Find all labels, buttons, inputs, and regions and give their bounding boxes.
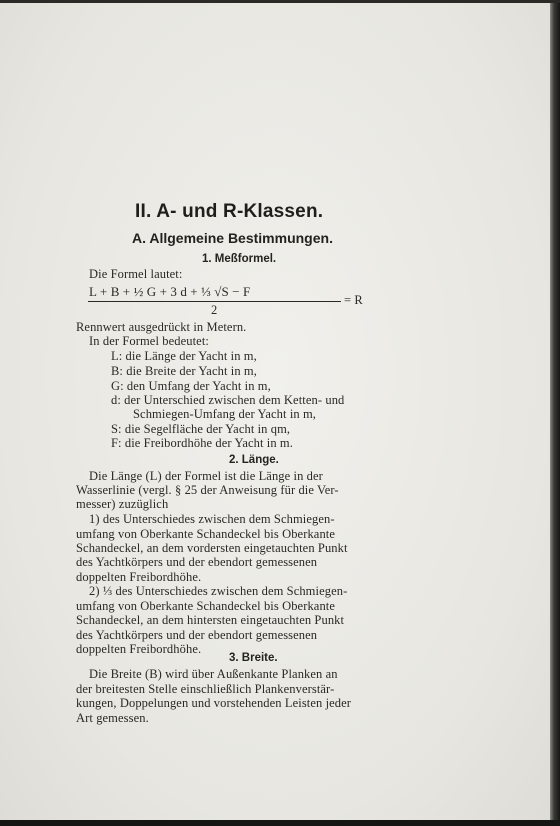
subsection-title-messformel: 1. Meßformel.: [202, 253, 277, 265]
paragraph-line: Die Breite (B) wird über Außenkante Planken an: [89, 667, 338, 681]
subsection-title-breite: 3. Breite.: [229, 652, 278, 664]
paragraph-line: umfang von Oberkante Schandeckel bis Oberkante: [76, 527, 336, 541]
paragraph-line: umfang von Oberkante Schandeckel bis Oberkante: [76, 599, 336, 613]
paragraph-line: 1) des Unterschiedes zwischen dem Schmiegen-: [89, 512, 335, 526]
subsection-title-laenge: 2. Länge.: [229, 454, 279, 466]
paragraph-line: Schandeckel, an dem hintersten eingetauchten Punkt: [76, 613, 345, 627]
paragraph-line: Wasserlinie (vergl. § 25 der Anweisung für die Ver-: [76, 483, 339, 497]
definition-item: L: die Länge der Yacht in m,: [111, 349, 257, 363]
definition-item: G: den Umfang der Yacht in m,: [111, 379, 271, 393]
scan-border-bottom: [0, 820, 560, 826]
fraction-bar: [88, 301, 341, 302]
paragraph-line: des Yachtkörpers und der ebendort gemessenen: [76, 555, 318, 569]
paragraph-line: doppelten Freibordhöhe.: [76, 570, 202, 584]
book-spine-edge: [550, 0, 560, 826]
formula-meaning-intro: In der Formel bedeutet:: [89, 334, 209, 348]
paragraph-line: Art gemessen.: [76, 711, 149, 725]
formula-result: = R: [344, 293, 363, 307]
definition-item-continued: Schmiegen-Umfang der Yacht in m,: [133, 407, 317, 421]
formula-numerator: L + B + ½ G + 3 d + ⅓ √S − F: [89, 284, 251, 299]
chapter-heading: II. A- und R-Klassen.: [135, 201, 324, 222]
definition-item: d: der Unterschied zwischen dem Ketten- und: [111, 393, 345, 407]
paragraph-line: [89, 469, 385, 484]
definition-item: F: die Freibordhöhe der Yacht in m.: [111, 436, 293, 450]
paragraph-line: kungen, Doppelungen und vorstehenden Leisten jeder: [76, 696, 352, 710]
formula-denominator: 2: [211, 303, 218, 317]
rennwert-text: Rennwert ausgedrückt in Metern.: [76, 320, 247, 334]
paragraph-line: messer) zuzüglich: [76, 497, 169, 511]
section-heading: A. Allgemeine Bestimmungen.: [132, 230, 333, 246]
paragraph-line: doppelten Freibordhöhe.: [76, 642, 202, 656]
scan-border-top: [0, 0, 560, 3]
paragraph-line: 2) ⅓ des Unterschiedes zwischen dem Schmiegen-: [89, 584, 348, 598]
paragraph-line: Schandeckel, an dem vordersten eingetauchten Punkt: [76, 541, 348, 555]
paragraph-line: der breitesten Stelle einschließlich Plankenverstär-: [76, 682, 335, 696]
formula-intro: Die Formel lautet:: [89, 267, 183, 281]
line-text: Die Länge (L) der Formel ist die Länge in der: [89, 469, 323, 483]
paragraph-line: des Yachtkörpers und der ebendort gemessenen: [76, 628, 318, 642]
definition-item: B: die Breite der Yacht in m,: [111, 364, 257, 378]
definition-item: S: die Segelfläche der Yacht in qm,: [111, 422, 291, 436]
